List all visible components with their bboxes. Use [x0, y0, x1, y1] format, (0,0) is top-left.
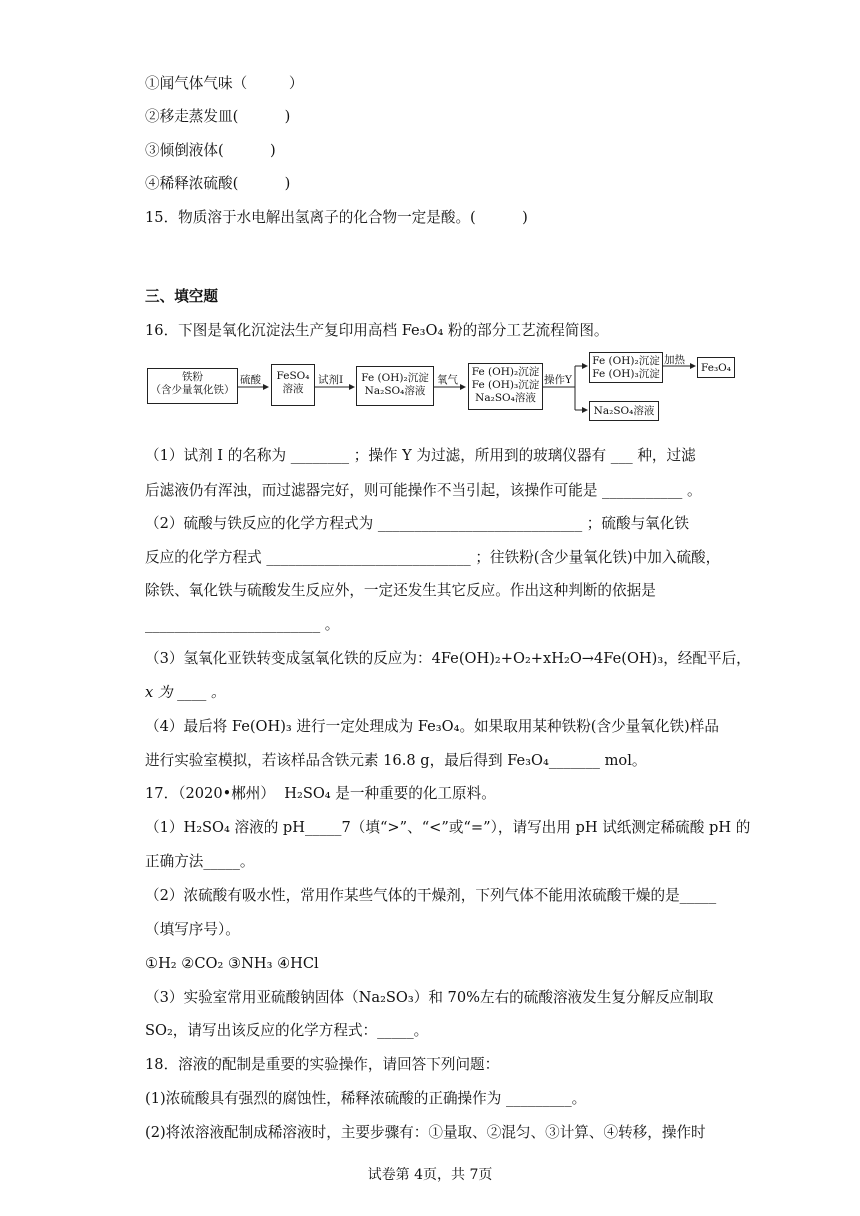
flow-label-sulfuric-acid: 硫酸 [240, 374, 261, 386]
q17-part1-line1: （1）H₂SO₄ 溶液的 pH_____7（填“>”、“<”或“=”），请写出用 pH 试纸测定稀硫酸 pH 的 [145, 819, 751, 836]
q16-part4-line1: （4）最后将 Fe(OH)₃ 进行一定处理成为 Fe₃O₄。如果取用某种铁粉(含少量氧化铁)样品 [145, 718, 719, 735]
q16-part4-line2: 进行实验室模拟，若该样品含铁元素 16.8 g，最后得到 Fe₃O₄_______ mol。 [145, 752, 647, 769]
process-flowchart [145, 352, 745, 428]
flow-box-mixed-precipitate: Fe (OH)₂沉淀 Fe (OH)₃沉淀 Na₂SO₄溶液 [468, 363, 543, 410]
flow-label-reagent-1: 试剂Ⅰ [318, 374, 344, 386]
q16-stem: 16．下图是氧化沉淀法生产复印用高档 Fe₃O₄ 粉的部分工艺流程简图。 [145, 322, 609, 339]
q15-text: 15．物质溶于水电解出氢离子的化合物一定是酸。( ) [145, 209, 528, 226]
flow-label-operation-y: 操作Y [544, 374, 572, 386]
q17-part1-line2: 正确方法_____。 [145, 853, 255, 870]
q16-part1-line2: 后滤液仍有浑浊，而过滤器完好，则可能操作不当引起，该操作可能是 ___________ 。 [145, 482, 702, 499]
q16-part2-line1: （2）硫酸与铁反应的化学方程式为 ____________________________ ；硫酸与氧化铁 [145, 515, 689, 532]
q16-part3-line2: x 为 ____ 。 [145, 684, 226, 701]
q17-part3-line2: SO₂，请写出该反应的化学方程式：_____。 [145, 1022, 429, 1039]
q17-part2-line1: （2）浓硫酸有吸水性，常用作某些气体的干燥剂，下列气体不能用浓硫酸干燥的是_____ [145, 887, 717, 904]
flow-box-precipitates: Fe (OH)₂沉淀 Fe (OH)₃沉淀 [589, 352, 663, 383]
q16-part2-line4: ________________________ 。 [145, 616, 340, 633]
q14-item-3: ③倾倒液体( ) [145, 142, 276, 159]
q17-part3-line1: （3）实验室常用亚硫酸钠固体（Na₂SO₃）和 70%左右的硫酸溶液发生复分解反应制取 [145, 989, 714, 1006]
flow-box-iron-powder: 铁粉 （含少量氧化铁） [147, 368, 238, 404]
q16-part3-line1: （3）氢氧化亚铁转变成氢氧化铁的反应为：4Fe(OH)₂+O₂+xH₂O→4Fe(OH)₃，经配平后， [145, 650, 751, 667]
flow-box-feso4: FeSO₄ 溶液 [271, 364, 315, 406]
flow-label-oxygen: 氧气 [437, 374, 458, 386]
q16-part2-line3: 除铁、氧化铁与硫酸发生反应外，一定还发生其它反应。作出这种判断的依据是 [145, 582, 656, 599]
q18-stem: 18．溶液的配制是重要的实验操作，请回答下列问题： [145, 1056, 500, 1073]
q14-item-2: ②移走蒸发皿( ) [145, 108, 291, 125]
q14-item-1: ①闻气体气味（ ） [145, 75, 304, 92]
flow-label-heating: 加热 [664, 354, 685, 366]
q17-stem: 17．（2020•郴州） H₂SO₄ 是一种重要的化工原料。 [145, 785, 496, 802]
page-footer: 试卷第 4页，共 7页 [367, 1167, 493, 1183]
q16-part1-line1: （1）试剂 I 的名称为 ________ ；操作 Y 为过滤，所用到的玻璃仪器有 ___ 种，过滤 [145, 447, 696, 464]
q18-part2: (2)将浓溶液配制成稀溶液时，主要步骤有：①量取、②混匀、③计算、④转移，操作时 [145, 1124, 706, 1141]
section-title: 三、填空题 [145, 288, 218, 305]
flow-box-fe3o4: Fe₃O₄ [697, 357, 735, 378]
flow-box-feoh2-na2so4: Fe (OH)₂沉淀 Na₂SO₄溶液 [356, 366, 434, 406]
q14-item-4: ④稀释浓硫酸( ) [145, 175, 291, 192]
q17-part2-options: ①H₂ ②CO₂ ③NH₃ ④HCl [145, 955, 319, 972]
q16-part2-line2: 反应的化学方程式 ____________________________ ；往铁粉(含少量氧化铁)中加入硫酸， [145, 549, 721, 566]
flow-box-na2so4: Na₂SO₄溶液 [589, 401, 659, 421]
q17-part2-line2: （填写序号）。 [145, 921, 240, 938]
q18-part1: (1)浓硫酸具有强烈的腐蚀性，稀释浓硫酸的正确操作为 _________。 [145, 1090, 587, 1107]
